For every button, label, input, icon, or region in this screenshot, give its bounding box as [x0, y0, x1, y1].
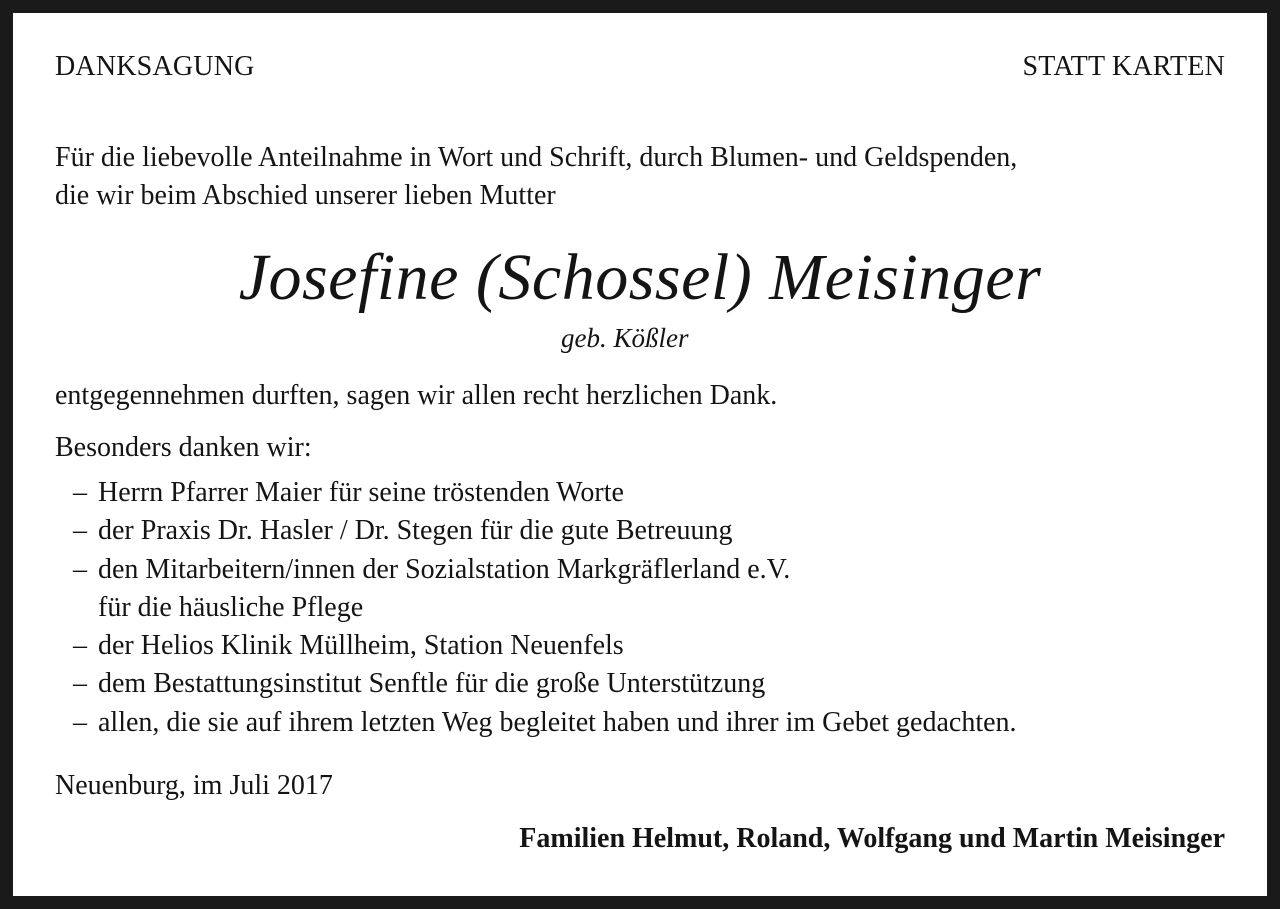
list-item-text: allen, die sie auf ihrem letzten Weg begleitet haben und ihrer im Gebet gedachten.: [98, 706, 1017, 738]
list-item-text: der Helios Klinik Müllheim, Station Neuenfels: [98, 630, 624, 662]
place-date: Neuenburg, im Juli 2017: [55, 770, 333, 801]
list-dash: –: [73, 706, 87, 738]
thanks-line: entgegennehmen durften, sagen wir allen recht herzlichen Dank.: [55, 380, 778, 411]
intro-line-2: die wir beim Abschied unserer lieben Mutter: [55, 180, 556, 211]
list-item: [73, 551, 1017, 628]
signature: Familien Helmut, Roland, Wolfgang und Martin Meisinger: [519, 823, 1225, 854]
special-thanks-list: [73, 474, 1017, 742]
list-item-text: den Mitarbeitern/innen der Sozialstation Markgräflerland e.V.: [98, 553, 791, 585]
deceased-name: Josefine (Schossel) Meisinger: [238, 241, 1042, 314]
list-dash: –: [73, 630, 87, 662]
list-item: [73, 627, 1017, 665]
list-item: [73, 704, 1017, 742]
list-item: [73, 665, 1017, 703]
list-dash: –: [73, 477, 87, 508]
list-item: [73, 474, 1017, 512]
list-item-text: dem Bestattungsinstitut Senftle für die große Unterstützung: [98, 668, 766, 700]
list-item-text: Herrn Pfarrer Maier für seine tröstenden Worte: [98, 477, 624, 508]
header-statt-karten: STATT KARTEN: [1022, 51, 1225, 82]
birth-name: geb. Kößler: [561, 323, 689, 353]
special-thanks-heading: Besonders danken wir:: [55, 432, 312, 463]
list-dash: –: [73, 515, 87, 547]
intro-line-1: Für die liebevolle Anteilnahme in Wort und Schrift, durch Blumen- und Geldspenden,: [55, 142, 1018, 173]
list-item-text: der Praxis Dr. Hasler / Dr. Stegen für die gute Betreuung: [98, 515, 733, 547]
list-item-text-continued: für die häusliche Pflege: [98, 591, 364, 623]
list-dash: –: [73, 668, 87, 700]
header-danksagung: DANKSAGUNG: [55, 51, 255, 82]
list-item: [73, 512, 1017, 550]
list-dash: –: [73, 553, 87, 585]
intro-text: [55, 139, 1017, 215]
